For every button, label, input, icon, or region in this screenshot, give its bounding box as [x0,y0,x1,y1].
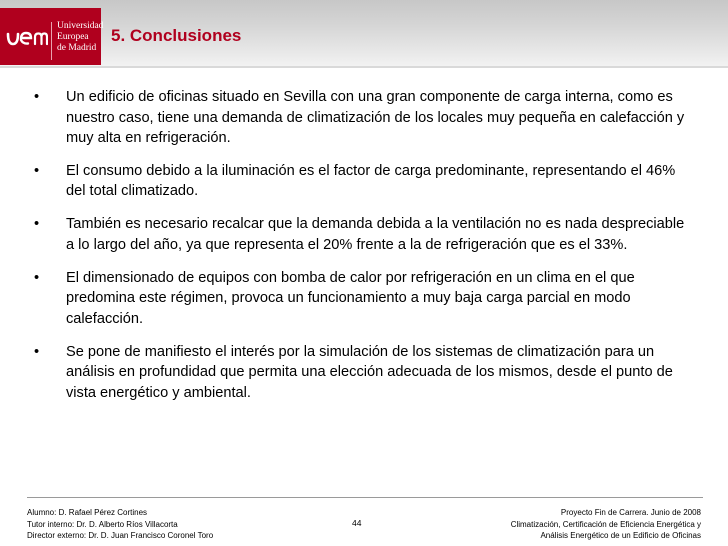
bullet-text: También es necesario recalcar que la demanda debida a la ventilación no es nada despreciable a lo largo del año, ya que representa el 20% frente a la de refrigeración que es el 33%. [66,216,685,253]
footer-credits [27,507,213,542]
logo-line-2: Europea [57,32,89,42]
bullet-icon: • [34,216,40,233]
bullet-text: Un edificio de oficinas situado en Sevilla con una gran componente de carga interna, como es nuestro caso, tiene una demanda de climatización de los locales muy pequeña en calefacción y muy alta en refrigeración. [66,89,685,146]
logo-divider [51,22,52,60]
bullet-icon: • [34,343,40,360]
bullet-item [34,342,694,404]
bullet-list [34,87,694,415]
slide-title: 5. Conclusiones [111,26,242,45]
bullet-item [34,268,694,330]
bullet-text: Se pone de manifiesto el interés por la simulación de los sistemas de climatización para un análisis en profundidad que permita una elección adecuada de los mismos, desde el punto de vista energético y ambiental. [66,343,673,401]
footer-project-title-1: Climatización, Certificación de Eficiencia Energética y [510,519,701,529]
footer-project-info [511,507,701,542]
header-band [0,0,728,66]
bullet-text: El dimensionado de equipos con bomba de calor por refrigeración en un clima en el que predomina este régimen, provoca un funcionamiento a muy baja carga parcial en modo calefacción. [66,269,635,327]
bullet-icon: • [34,89,40,105]
header-divider [0,66,728,68]
logo-line-3: de Madrid [57,43,97,53]
bullet-item [34,87,694,149]
logo-wordmark [57,21,104,54]
footer-divider [27,497,703,498]
bullet-icon: • [34,269,40,286]
footer-student: Alumno: D. Rafael Pérez Cortines [27,508,148,517]
bullet-item [34,161,694,202]
footer-project-title-2: Análisis Energético de un Edificio de Oficinas [540,531,701,540]
bullet-item [34,214,694,255]
uem-logo-icon [6,28,48,50]
bullet-icon: • [34,162,40,179]
footer-external-director: Director externo: Dr. D. Juan Francisco Coronel Toro [27,531,214,540]
logo-line-1: Universidad [57,21,104,31]
footer-internal-tutor: Tutor interno: Dr. D. Alberto Ríos Villacorta [27,519,178,529]
footer-project-date: Proyecto Fin de Carrera. Junio de 2008 [560,508,701,517]
university-logo [0,8,104,65]
page-number: 44 [352,518,362,528]
bullet-text: El consumo debido a la iluminación es el factor de carga predominante, representando el 46% del total climatizado. [66,162,676,200]
